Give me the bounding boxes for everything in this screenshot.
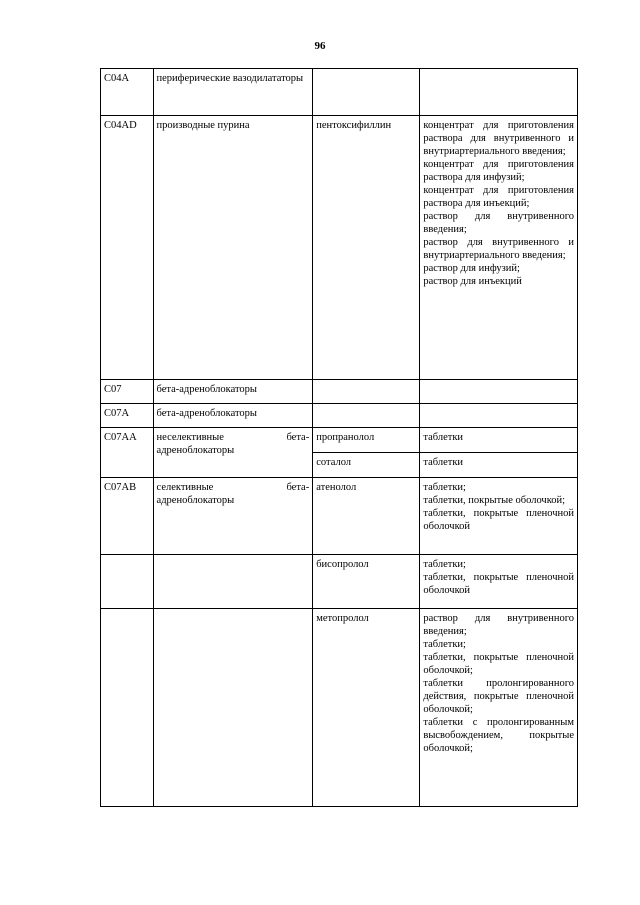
dosage-forms-cell (420, 380, 578, 404)
group-name-cell (153, 555, 313, 609)
group-name-cell: бета-адреноблокаторы (153, 404, 313, 428)
table-row (101, 555, 578, 609)
drug-name-cell: метопролол (313, 609, 420, 807)
drug-name-cell: атенолол (313, 478, 420, 555)
dosage-form-item: раствор для инфузий; (423, 263, 520, 274)
dosage-form-item: таблетки, покрытые пленочной оболочкой; (423, 652, 574, 676)
table-row (101, 428, 578, 453)
dosage-forms-cell (420, 404, 578, 428)
table-row (101, 116, 578, 380)
dosage-forms-cell (420, 478, 578, 555)
atc-code-cell: C07 (101, 380, 154, 404)
dosage-form-item: таблетки, покрытые оболочкой; (423, 495, 566, 506)
dosage-forms-cell (420, 116, 578, 380)
drug-name-cell (313, 380, 420, 404)
dosage-form-item: таблетки пролонгированного действия, покрытые пленочной оболочкой; (423, 678, 574, 715)
drug-classification-table (100, 68, 578, 807)
atc-code-cell: C07A (101, 404, 154, 428)
dosage-form-item: раствор для инъекций (423, 276, 522, 287)
group-name-cell: производные пурина (153, 116, 313, 380)
dosage-forms-cell (420, 69, 578, 116)
dosage-form-item: таблетки; (423, 559, 466, 570)
dosage-form-item: раствор для внутривенного и внутриартериального введения; (423, 237, 574, 261)
group-name-cell: бета-адреноблокаторы (153, 380, 313, 404)
atc-code-cell: C04AD (101, 116, 154, 380)
dosage-form-item: таблетки с пролонгированным высвобождением, покрытые оболочкой; (423, 717, 574, 754)
dosage-form-item: таблетки, покрытые пленочной оболочкой (423, 508, 574, 532)
dosage-form-item: раствор для внутривенного введения; (423, 613, 574, 637)
dosage-form-item: таблетки, покрытые пленочной оболочкой (423, 572, 574, 596)
dosage-forms-cell (420, 555, 578, 609)
atc-code-cell (101, 555, 154, 609)
dosage-form-item: раствор для внутривенного введения; (423, 211, 574, 235)
drug-name-cell: соталол (313, 453, 420, 478)
table-row (101, 404, 578, 428)
group-name-cell: неселективные бета-адреноблокаторы (153, 428, 313, 478)
drug-name-cell (313, 69, 420, 116)
table-row (101, 478, 578, 555)
dosage-forms-cell (420, 609, 578, 807)
table-row (101, 380, 578, 404)
table-row (101, 69, 578, 116)
dosage-form-item: концентрат для приготовления раствора для внутривенного и внутриартериального введения; (423, 120, 574, 157)
dosage-form-item: таблетки; (423, 639, 466, 650)
atc-code-cell (101, 609, 154, 807)
dosage-forms-cell: таблетки (420, 428, 578, 453)
dosage-forms-cell: таблетки (420, 453, 578, 478)
drug-name-cell: пентоксифиллин (313, 116, 420, 380)
group-name-cell (153, 609, 313, 807)
page-number: 96 (314, 40, 326, 52)
group-name-cell: селективные бета-адреноблокаторы (153, 478, 313, 555)
dosage-form-item: концентрат для приготовления раствора для инъекций; (423, 185, 574, 209)
atc-code-cell: C04A (101, 69, 154, 116)
drug-name-cell: пропранолол (313, 428, 420, 453)
atc-code-cell: C07AB (101, 478, 154, 555)
drug-name-cell (313, 404, 420, 428)
group-name-cell: периферические вазодилататоры (153, 69, 313, 116)
atc-code-cell: C07AA (101, 428, 154, 478)
dosage-form-item: таблетки; (423, 482, 466, 493)
drug-name-cell: бисопролол (313, 555, 420, 609)
dosage-form-item: концентрат для приготовления раствора для инфузий; (423, 159, 574, 183)
table-row (101, 609, 578, 807)
